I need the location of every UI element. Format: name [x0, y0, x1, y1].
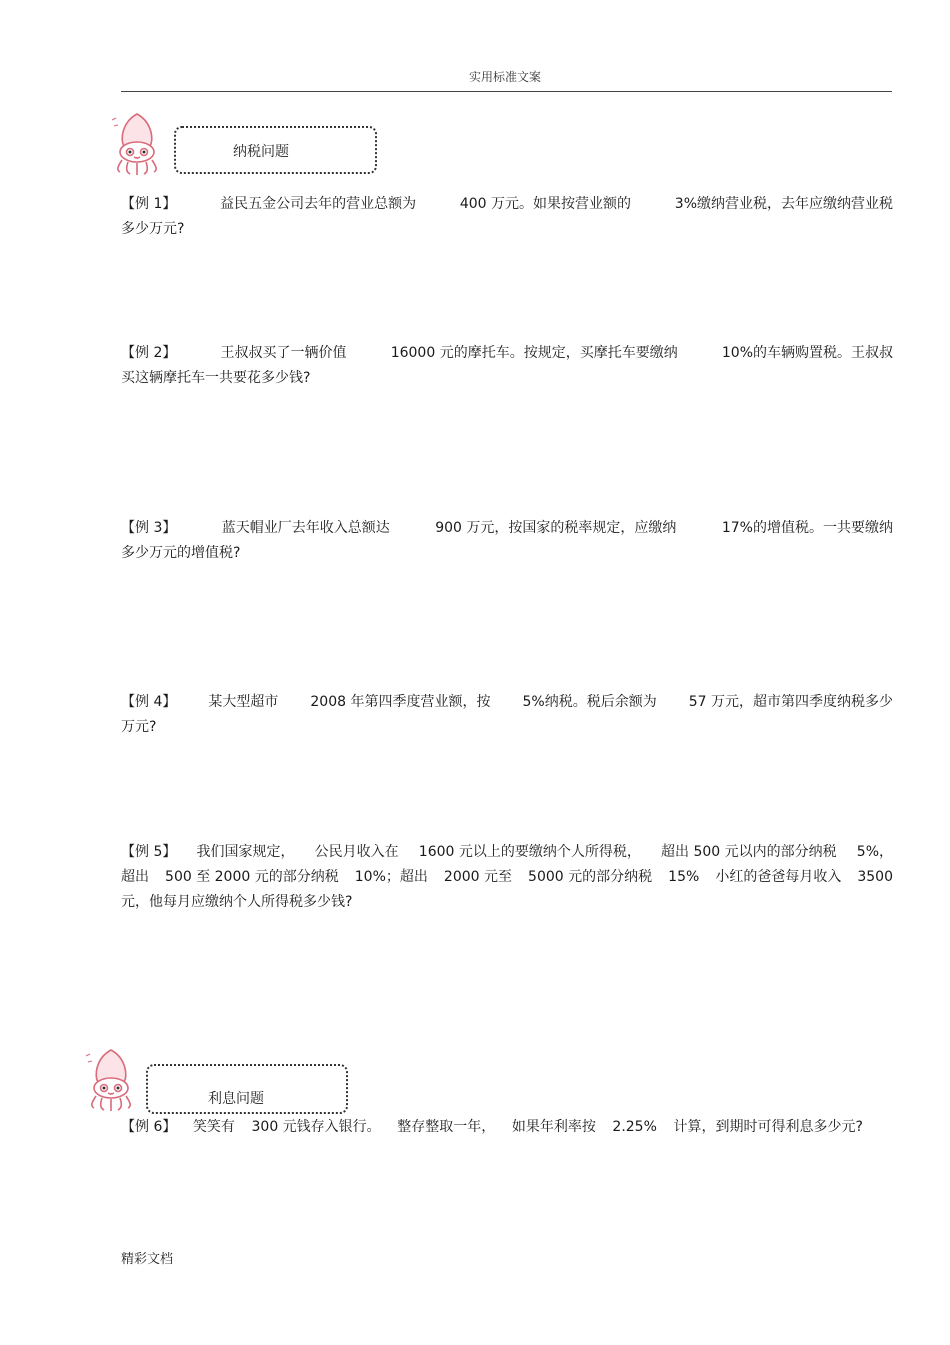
problem-text-segment: 【例 5】: [121, 844, 177, 860]
problem-text-segment: 公民月收入在: [314, 844, 399, 860]
problem-line: [121, 840, 893, 865]
problem-text-segment: 15%: [668, 869, 700, 885]
problem-text-segment: 500 至 2000 元的部分纳税: [165, 869, 339, 885]
problem-text-segment: 5%纳税。税后余额为: [522, 694, 657, 710]
problem-text-segment: 2000 元至: [443, 869, 513, 885]
problem-line: [121, 890, 893, 915]
problem-line: [121, 715, 893, 740]
page-header-title: 实用标准文案: [468, 70, 541, 84]
problem-text-segment: 某大型超市: [208, 694, 279, 710]
problem-text-segment: 元，他每月应缴纳个人所得税多少钱?: [121, 894, 353, 910]
problem-text-segment: 超出 500 元以内的部分纳税: [661, 844, 837, 860]
squid-mascot-icon: [108, 110, 166, 178]
problem-text-segment: 如果年利率按: [511, 1119, 596, 1135]
problem-line: [121, 541, 893, 566]
problem-text-segment: 10%；超出: [354, 869, 428, 885]
problem-text-segment: 400 万元。如果按营业额的: [459, 196, 632, 212]
problem-text-segment: 【例 3】: [121, 520, 177, 536]
problem-text-segment: 笑笑有: [192, 1119, 235, 1135]
section-title: 利息问题: [208, 1091, 264, 1107]
section-title: 纳税问题: [233, 144, 289, 160]
problem-text-segment: 计算，到期时可得利息多少元?: [673, 1119, 863, 1135]
problem-text-segment: 【例 1】: [121, 196, 177, 212]
problem-text-segment: 300 元钱存入银行。: [251, 1119, 381, 1135]
problem-3: [121, 516, 893, 566]
problem-text-segment: 57 万元，超市第四季度纳税多少: [688, 694, 893, 710]
problem-4: [121, 690, 893, 740]
problem-5: [121, 840, 893, 915]
problem-text-segment: 整存整取一年，: [397, 1119, 496, 1135]
problem-text-segment: 3%缴纳营业税，去年应缴纳营业税: [674, 196, 893, 212]
problem-text-segment: 【例 6】: [121, 1119, 177, 1135]
problem-text-segment: 多少万元的增值税?: [121, 545, 241, 561]
problem-line: [121, 217, 893, 242]
header-divider: [121, 91, 892, 92]
problem-text-segment: 王叔叔买了一辆价值: [220, 345, 347, 361]
problem-6: [121, 1115, 863, 1140]
problem-1: [121, 192, 893, 242]
problem-text-segment: 小红的爸爸每月收入: [715, 869, 842, 885]
problem-text-segment: 蓝天帽业厂去年收入总额达: [221, 520, 390, 536]
problem-text-segment: 2008 年第四季度营业额，按: [310, 694, 491, 710]
problem-text-segment: 10%的车辆购置税。王叔叔: [721, 345, 893, 361]
problem-text-segment: 益民五金公司去年的营业总额为: [220, 196, 417, 212]
problem-text-segment: 多少万元?: [121, 221, 185, 237]
problem-text-segment: 5000 元的部分纳税: [528, 869, 653, 885]
problem-text-segment: 900 万元，按国家的税率规定，应缴纳: [435, 520, 677, 536]
problem-text-segment: 16000 元的摩托车。按规定，买摩托车要缴纳: [390, 345, 678, 361]
problem-line: [121, 865, 893, 890]
problem-text-segment: 17%的增值税。一共要缴纳: [721, 520, 893, 536]
problem-text-segment: 1600 元以上的要缴纳个人所得税，: [418, 844, 641, 860]
problem-line: [121, 192, 893, 217]
problem-text-segment: 买这辆摩托车一共要花多少钱?: [121, 370, 311, 386]
problem-text-segment: 超出: [121, 869, 149, 885]
page-footer: 精彩文档: [121, 1252, 174, 1267]
problem-text-segment: 【例 4】: [121, 694, 177, 710]
problem-2: [121, 341, 893, 391]
section-title-box-tax: [174, 126, 377, 174]
problem-text-segment: 我们国家规定，: [196, 844, 295, 860]
problem-text-segment: 5%，: [856, 844, 893, 860]
squid-mascot-icon: [82, 1046, 140, 1114]
problem-text-segment: 2.25%: [612, 1119, 657, 1135]
section-title-box-interest: [146, 1064, 348, 1114]
problem-line: [121, 516, 893, 541]
problem-line: [121, 366, 893, 391]
problem-text-segment: 【例 2】: [121, 345, 177, 361]
problem-text-segment: 万元?: [121, 719, 157, 735]
problem-text-segment: 3500: [857, 869, 893, 885]
problem-line: [121, 690, 893, 715]
problem-line: [121, 1115, 863, 1140]
problem-line: [121, 341, 893, 366]
